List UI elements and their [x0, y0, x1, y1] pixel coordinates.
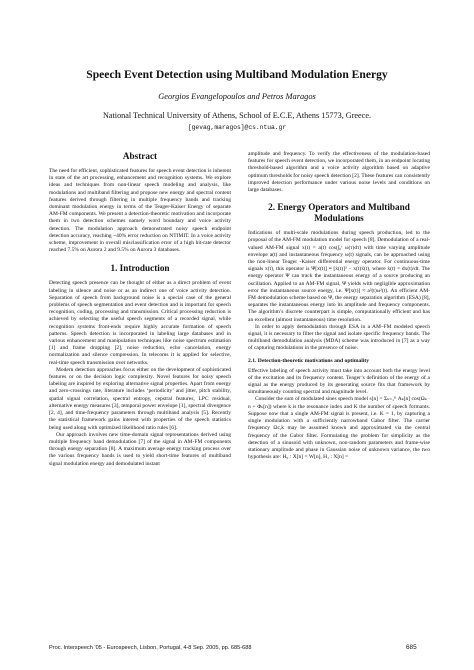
paper-email: [gevag,maragos]@cs.ntua.gr: [187, 124, 287, 131]
paper-title: Speech Event Detection using Multiband Modulation Energy: [86, 68, 388, 81]
intro-paragraph-1: Detecting speech presence can be thought of either as a direct problem of event labeling in silence and noise or as an indirect one of voice activity detection. Separation of speech from background noise is a special case of the general problems of speech segmentation and event detection and is important for speech recognition, coding, processing and transmission. Critical processing reduction is achieved by selecting the useful speech segments of a recorded signal, while recognition systems front-ends require highly accurate formation of speech patterns. Speech detection is incorporated in labeling large databases and in various enhancement and manipulation techniques like noise spectrum estimation [1] and frame dropping [2], noise reduction, echo cancelation, energy normalization and silence compression. In telecoms it is applied for selective, real-time speech transmission over networks.: [49, 280, 231, 366]
proceedings-footer: Proc. Interspeech ’05 - Eurospeech, Lisbon, Portugal, 4-8 Sep. 2005, pp. 685-688: [49, 645, 252, 651]
abstract-body: [49, 168, 231, 254]
left-column: [49, 151, 231, 468]
intro-paragraph-2: Modern detection approaches focus either on the development of sophisticated features or on the decision logic complexity. Novel features for noisy speech labeling are inspired by exploring alternative signal properties. Apart from energy and zero-crossings rate, literature includes ‘periodicity’ and jitter, pitch stability, spatial signal correlation, spectral entropy, cepstral features, LPC residual, alternative energy measures [3], temporal power envelope [1], spectral divergence [2, 4], and time-frequency parameters through multiband analysis [5]. Recently the statistical framework gains interest with properties of the speech statistics being used along with optimized likelihood ratio rules [6].: [49, 366, 231, 431]
abstract-text: The need for efficient, sophisticated features for speech event detection is inherent in state of the art processing, enhancement and recognition systems. We explore ideas and techniques from non-linear speech modeling and analysis, like modulations and multiband filtering and propose new energy and spectral content features derived through filtering in multiple frequency bands and tracking dominant modulation energy in terms of the Teager-Kaiser Energy of separate AM-FM components. We present a detection-theoretic motivation and incorporate them in two detection schemes namely word boundary and voice activity detection. The modulation approach demonstrated noisy speech endpoint detection accuracy, reaching ~40% error reduction on NTIMIT. In a voice activity scheme, improvement in overall misclassification error of a high hit-rate detector reached 7.5% on Aurora 2 and 9.5% on Aurora 3 databases.: [49, 168, 231, 254]
abstract-heading: Abstract: [122, 151, 158, 161]
section-2-paragraph-1: Indications of multi-scale modulations during speech production, led to the proposal of the AM-FM modulation model for speech [8]. Demodulation of a real-valued AM-FM signal x(t) = a(t) cos(∫₀ᵗ ω(τ)dτ) with time varying amplitude envelope a(t) and instantaneous frequency ω(t) signals, can be approached using the non-linear Teager -Kaiser differential energy operator. For continuous-time signals x(t), this operator is Ψ[x(t)] ≡ [ẋ(t)]² − x(t)ẍ(t), where ẋ(t) = dx(t)/dt. The energy operator Ψ can track the instantaneous energy of a source producing an oscillation. Applied to an AM-FM signal, Ψ yields with negligible approximation error the instantaneous source energy, i.e. Ψ[x(t)] ≈ a²(t)ω²(t). An efficient AM-FM demodulation scheme based on Ψ, the energy separation algorithm (ESA) [8], separates the instantaneous energy into its amplitude and frequency components. The algorithm’s discrete counterpart is simple, computationally efficient and has an excellent (almost instantaneous) time resolution.: [248, 230, 430, 323]
subsection-2-1-paragraph-1: Effective labeling of speech activity must take into account both the energy level of the excitation and its frequency content. Teager’s definition of the energy of a signal as the energy produced by its generating source fits that framework by simultaneously counting spectral and magnitude level.: [248, 367, 430, 396]
continued-paragraph: amplitude and frequency. To verify the effectiveness of the modulation-based features for speech event detection, we incorporated them, in an endpoint locating threshold-based algorithm and a voice activity algorithm based on adaptive optimum thresholds for noisy speech detection [2]. These features can consistently improved detection performance under various noise levels and conditions on large databases.: [248, 151, 430, 194]
section-2-heading: 2. Energy Operators and Multiband Modulations: [268, 202, 410, 224]
right-column: [248, 151, 430, 461]
subsection-2-1-heading: 2.1. Detection-theoretic motivations and optimality: [248, 357, 370, 364]
paper-authors: Georgios Evangelopoulos and Petros Maragos: [158, 92, 316, 101]
page-number: 685: [406, 644, 417, 651]
section-2-paragraph-2: In order to apply demodulation through ESA in a AM–FM modeled speech signal, it is necessary to filter the signal and isolate specific frequency bands. The multiband demodulation analysis (MDA) scheme was introduced in [7] as a way of capturing modulations in the presence of noise.: [248, 323, 430, 352]
paper-affiliation: National Technical University of Athens, School of E.C.E, Athens 15773, Greece.: [102, 111, 372, 120]
subsection-2-1-paragraph-2: Consider the sum of modulated sines speech model s[n] = Σₖ₌₁ᴷ Aₖ[n] cos(Ωₖ · n + Φₖ[n]) where k is the resonance index and K the number of speech formants. Suppose now that a single AM-FM signal is present, i.e. K = 1, by capturing a single modulation with a sufficiently narrowband Gabor filter. The carrier frequency Ωc,k may be assumed known and approximated via the central frequency of the Gabor filter. Formulating the problem for simplicity as the detection of a sinusoid with unknown, non-random parameters and frame-wise stationary amplitude and phase in Gaussian noise of unknown variance, the two hypothesis are: H₀ : X[n] = W[n], H₁ : X[n] =: [248, 396, 430, 461]
intro-heading: 1. Introduction: [110, 263, 170, 274]
intro-paragraph-3: Our approach involves new time-domain signal representations derived using multiple frequency band demodulation [7] of the signal in AM-FM components through energy separation [8]. A maximum average energy tracking process over the various frequency bands is used to yield short-time features of multiband signal modulation energy and demodulated instant: [49, 431, 231, 467]
